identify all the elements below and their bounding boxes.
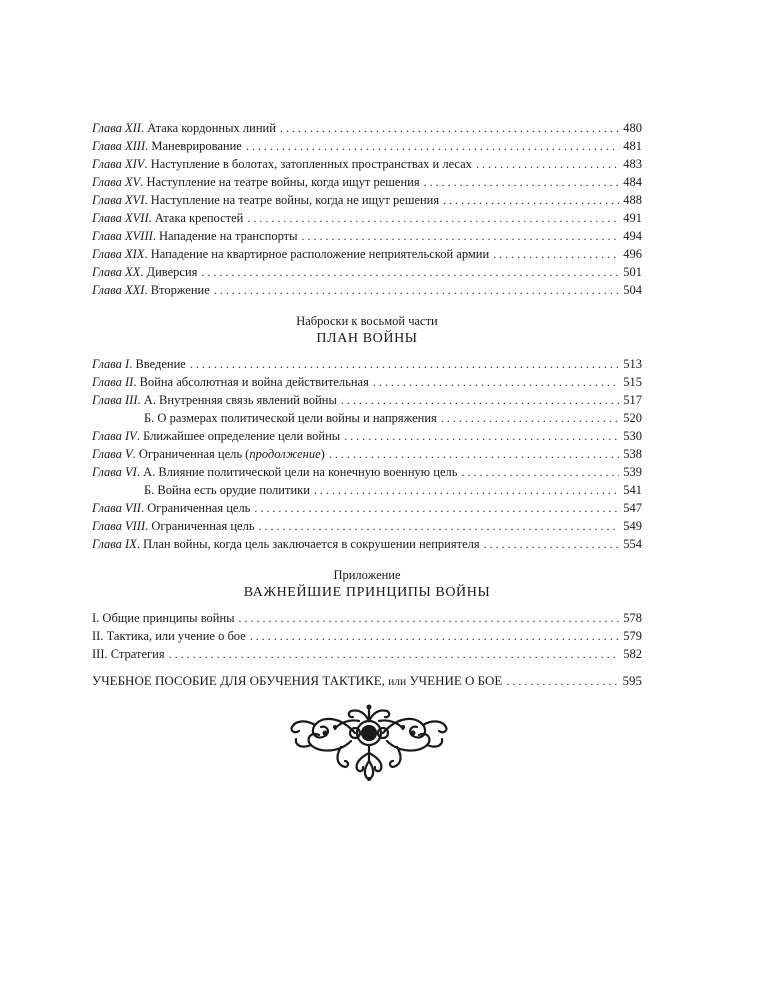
table-of-contents bbox=[92, 119, 642, 690]
page-number: 496 bbox=[623, 247, 642, 261]
page-number: 554 bbox=[623, 537, 642, 551]
chapter-title: Ограниченная цель bbox=[147, 501, 251, 515]
page-number: 494 bbox=[623, 229, 642, 243]
chapter-title-after: ) bbox=[320, 447, 325, 461]
chapter-label: Глава XII bbox=[92, 121, 141, 135]
page-number: 517 bbox=[623, 393, 642, 407]
dot-leader bbox=[373, 373, 619, 391]
chapter-title: Атака кордонных линий bbox=[147, 121, 276, 135]
dot-leader bbox=[461, 463, 619, 481]
dot-leader bbox=[247, 209, 619, 227]
dot-leader bbox=[254, 499, 619, 517]
chapter-label: Глава XIX bbox=[92, 247, 145, 261]
dot-leader bbox=[329, 445, 619, 463]
dot-leader bbox=[239, 609, 620, 627]
page-number: 539 bbox=[623, 465, 642, 479]
toc-row: Глава II. Война абсолютная и война действительная . . . 515 bbox=[92, 373, 642, 391]
dot-leader bbox=[484, 535, 620, 553]
chapter-title: I. Общие принципы войны bbox=[92, 611, 235, 625]
chapter-title: Наступление в болотах, затопленных пространствах и лесах bbox=[150, 157, 472, 171]
part7-entries bbox=[92, 119, 642, 299]
page-number: 484 bbox=[623, 175, 642, 189]
page-number: 488 bbox=[623, 193, 642, 207]
page-number: 480 bbox=[623, 121, 642, 135]
toc-row: Глава XIV. Наступление в болотах, затопленных пространствах и лесах . . . 483 bbox=[92, 155, 642, 173]
chapter-title: Б. Война есть орудие политики bbox=[144, 483, 310, 497]
dot-leader bbox=[169, 645, 620, 663]
dot-leader bbox=[441, 409, 619, 427]
chapter-title: Наступление на театре войны, когда ищут решения bbox=[146, 175, 420, 189]
toc-row: Глава XIX. Нападение на квартирное расположение неприятельской армии . . . 496 bbox=[92, 245, 642, 263]
chapter-title: Маневрирование bbox=[151, 139, 242, 153]
chapter-title: Ограниченная цель ( bbox=[138, 447, 250, 461]
floral-ornament-icon bbox=[289, 703, 449, 781]
chapter-title-italic: продолжение bbox=[249, 447, 321, 461]
dot-leader bbox=[314, 481, 619, 499]
toc-row: Глава IX. План войны, когда цель заключается в сокрушении неприятеля . . . 554 bbox=[92, 535, 642, 553]
chapter-title: Диверсия bbox=[146, 265, 198, 279]
chapter-label: Глава XVI bbox=[92, 193, 145, 207]
dot-leader bbox=[190, 355, 619, 373]
toc-row bbox=[92, 645, 642, 663]
chapter-title: Наступление на театре войны, когда не ищут решения bbox=[150, 193, 440, 207]
page-number: 595 bbox=[622, 673, 642, 688]
chapter-label: Глава IX bbox=[92, 537, 137, 551]
chapter-title: Атака крепостей bbox=[154, 211, 244, 225]
chapter-label: Глава VIII bbox=[92, 519, 146, 533]
page-number: 538 bbox=[623, 447, 642, 461]
part8-entries bbox=[92, 355, 642, 553]
appendix-heading bbox=[92, 567, 642, 601]
toc-row: Глава XII. Атака кордонных линий . . . 480 bbox=[92, 119, 642, 137]
dot-leader bbox=[280, 119, 619, 137]
chapter-label: Глава VII bbox=[92, 501, 141, 515]
page-number: 541 bbox=[623, 483, 642, 497]
toc-row bbox=[92, 409, 642, 427]
toc-row: Глава VIII. Ограниченная цель . . . 549 bbox=[92, 517, 642, 535]
toc-row: Глава XIII. Маневрирование . . . 481 bbox=[92, 137, 642, 155]
page-number: 491 bbox=[623, 211, 642, 225]
dot-leader bbox=[476, 155, 619, 173]
page-number: 579 bbox=[623, 629, 642, 643]
chapter-title: Нападение на транспорты bbox=[159, 229, 298, 243]
chapter-label: Глава XIV bbox=[92, 157, 145, 171]
chapter-label: Глава III bbox=[92, 393, 138, 407]
chapter-label: Глава XVIII bbox=[92, 229, 153, 243]
page-number: 515 bbox=[623, 375, 642, 389]
dot-leader bbox=[259, 517, 620, 535]
dot-leader bbox=[344, 427, 619, 445]
page-number: 483 bbox=[623, 157, 642, 171]
page-number: 513 bbox=[623, 357, 642, 371]
part8-subtitle: Наброски к восьмой части bbox=[296, 314, 438, 328]
chapter-label: Глава VI bbox=[92, 465, 137, 479]
dot-leader bbox=[443, 191, 619, 209]
chapter-label: Глава XV bbox=[92, 175, 141, 189]
toc-row: Глава XVIII. Нападение на транспорты . . . 494 bbox=[92, 227, 642, 245]
toc-row: Глава XV. Наступление на театре войны, когда ищут решения . . . 484 bbox=[92, 173, 642, 191]
final-title-small: или bbox=[388, 676, 407, 688]
chapter-label: Глава XX bbox=[92, 265, 141, 279]
chapter-label: Глава XVII bbox=[92, 211, 149, 225]
final-title-part2: УЧЕНИЕ О БОЕ bbox=[409, 673, 503, 688]
toc-row: Глава XVI. Наступление на театре войны, когда не ищут решения . . . 488 bbox=[92, 191, 642, 209]
final-toc-row bbox=[92, 672, 642, 690]
toc-row: Глава VII. Ограниченная цель . . . 547 bbox=[92, 499, 642, 517]
dot-leader bbox=[493, 245, 619, 263]
chapter-title: А. Влияние политической цели на конечную военную цель bbox=[143, 465, 458, 479]
dot-leader bbox=[341, 391, 619, 409]
page-number: 504 bbox=[623, 283, 642, 297]
dot-leader bbox=[214, 281, 619, 299]
appendix-title: ВАЖНЕЙШИЕ ПРИНЦИПЫ ВОЙНЫ bbox=[243, 585, 491, 600]
dot-leader bbox=[201, 263, 619, 281]
chapter-label: Глава IV bbox=[92, 429, 137, 443]
part8-title: ПЛАН ВОЙНЫ bbox=[316, 331, 418, 346]
toc-row: Глава VI. А. Влияние политической цели на конечную военную цель . . . 539 bbox=[92, 463, 642, 481]
dot-leader bbox=[246, 137, 619, 155]
page-number: 530 bbox=[623, 429, 642, 443]
toc-row: Глава I. Введение . . . 513 bbox=[92, 355, 642, 373]
page-number: 520 bbox=[623, 411, 642, 425]
page-number: 582 bbox=[623, 647, 642, 661]
toc-row: Глава V. Ограниченная цель (продолжение) . . . 538 bbox=[92, 445, 642, 463]
toc-row: Глава XXI. Вторжение . . . 504 bbox=[92, 281, 642, 299]
toc-row: Глава IV. Ближайшее определение цели войны . . . 530 bbox=[92, 427, 642, 445]
chapter-label: Глава II bbox=[92, 375, 134, 389]
page-number: 547 bbox=[623, 501, 642, 515]
chapter-label: Глава I bbox=[92, 357, 130, 371]
chapter-label: Глава V bbox=[92, 447, 133, 461]
dot-leader bbox=[250, 627, 619, 645]
chapter-title: Нападение на квартирное расположение неприятельской армии bbox=[150, 247, 490, 261]
appendix-entries bbox=[92, 609, 642, 663]
page-number: 501 bbox=[623, 265, 642, 279]
chapter-title: Вторжение bbox=[150, 283, 210, 297]
chapter-title: План войны, когда цель заключается в сокрушении неприятеля bbox=[143, 537, 480, 551]
dot-leader bbox=[302, 227, 620, 245]
chapter-title: Б. О размерах политической цели войны и напряжения bbox=[144, 411, 437, 425]
appendix-subtitle: Приложение bbox=[333, 568, 401, 582]
chapter-label: Глава XXI bbox=[92, 283, 145, 297]
chapter-title: II. Тактика, или учение о бое bbox=[92, 629, 246, 643]
chapter-label: Глава XIII bbox=[92, 139, 146, 153]
chapter-title: Введение bbox=[135, 357, 186, 371]
chapter-title: Ограниченная цель bbox=[151, 519, 255, 533]
page-number: 549 bbox=[623, 519, 642, 533]
toc-row bbox=[92, 481, 642, 499]
chapter-title: А. Внутренняя связь явлений войны bbox=[143, 393, 337, 407]
dot-leader bbox=[506, 672, 618, 690]
toc-row: Глава III. А. Внутренняя связь явлений войны . . . 517 bbox=[92, 391, 642, 409]
chapter-title: Ближайшее определение цели войны bbox=[143, 429, 341, 443]
toc-row bbox=[92, 627, 642, 645]
page-number: 578 bbox=[623, 611, 642, 625]
dot-leader bbox=[424, 173, 620, 191]
toc-row: Глава XVII. Атака крепостей . . . 491 bbox=[92, 209, 642, 227]
part8-heading bbox=[92, 313, 642, 347]
chapter-title: Война абсолютная и война действительная bbox=[139, 375, 369, 389]
toc-row: Глава XX. Диверсия . . . 501 bbox=[92, 263, 642, 281]
page-number: 481 bbox=[623, 139, 642, 153]
toc-row bbox=[92, 609, 642, 627]
chapter-title: III. Стратегия bbox=[92, 647, 165, 661]
final-title-part1: УЧЕБНОЕ ПОСОБИЕ ДЛЯ ОБУЧЕНИЯ ТАКТИКЕ, bbox=[92, 673, 385, 688]
